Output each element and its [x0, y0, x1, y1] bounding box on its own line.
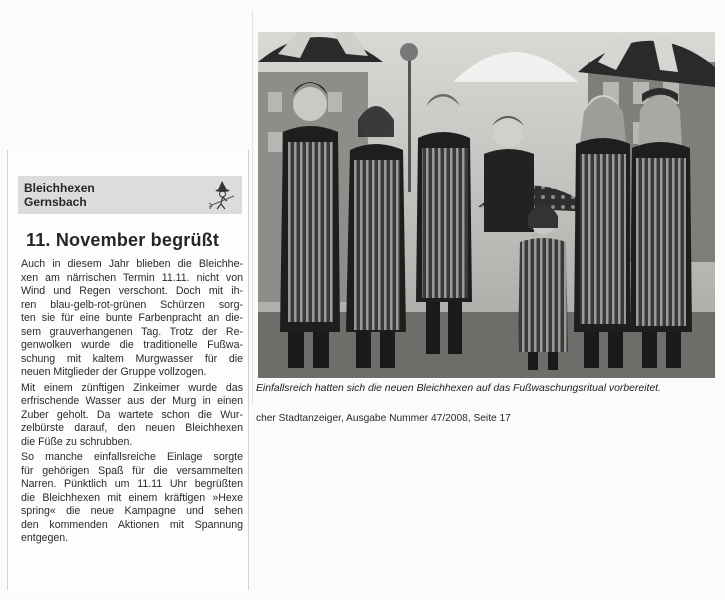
- body-line: die Füße zu schrubben.: [21, 435, 133, 448]
- body-line: Mit einem zünftigen Zinkeimer wurde das: [21, 381, 243, 394]
- body-line: Wind und Regen verschont. Doch mit ih-: [21, 285, 243, 297]
- article-body: [21, 258, 243, 546]
- group-photo: [258, 32, 715, 378]
- article-headline: 11. November begrüßt: [26, 230, 220, 250]
- scan-edge: [252, 10, 253, 405]
- section-title-line1: Bleichhexen: [24, 181, 95, 195]
- body-line: den kommenden Aktionen mit Spannung: [21, 518, 243, 531]
- body-line: sem grauverhangenen Tag. Trotz der Re-: [21, 325, 243, 338]
- body-line: xen am närrischen Termin 11.11. nicht von: [21, 271, 243, 284]
- body-line: So manche einfallsreiche Einlage sorgte: [21, 451, 243, 463]
- section-header: [18, 176, 242, 214]
- body-line: Auch in diesem Jahr blieben die Bleichhe-: [21, 258, 243, 270]
- column-rule-right: [248, 150, 249, 590]
- body-line: ren blau-gelb-rot-grünen Schürzen sorg-: [21, 298, 243, 311]
- source-line: cher Stadtanzeiger, Ausgabe Nummer 47/2008, Seite 17: [256, 413, 511, 424]
- body-line: die Bleichhexen mit einem kräftigen »Hexe: [21, 491, 243, 504]
- article-column: [8, 150, 248, 590]
- body-line: Narren. Pünktlich um 11.11 Uhr begrüßten: [21, 478, 243, 490]
- photo-caption: Einfallsreich hatten sich die neuen Bleichhexen auf das Fußwaschungsritual vorbereitet.: [256, 383, 661, 394]
- body-line: zelbürste darauf, den neuen Bleichhexen: [21, 422, 243, 434]
- body-line: Zuber geholt. Da wartete schon die Wur-: [21, 408, 243, 421]
- body-line: neuen Mitglieder der Gruppe vollzogen.: [21, 366, 207, 378]
- body-line: erfrischende Wasser aus der Murg in einen: [21, 395, 243, 407]
- body-line: spring« die neue Kampagne und sehen: [21, 505, 243, 517]
- body-line: genwolken wurde die traditionelle Fußwa-: [21, 339, 243, 351]
- witch-mascot-icon: [208, 179, 240, 211]
- body-line: entgegen.: [21, 532, 69, 544]
- section-title-line2: Gernsbach: [24, 195, 87, 209]
- group-photo-illustration: [258, 32, 715, 378]
- body-line: schung mit kaltem Murgwasser für die: [21, 352, 243, 365]
- body-line: ten sie für eine bunte Farbenpracht an die-: [21, 312, 243, 324]
- body-line: für gehörigen Spaß für die versammelten: [21, 464, 243, 477]
